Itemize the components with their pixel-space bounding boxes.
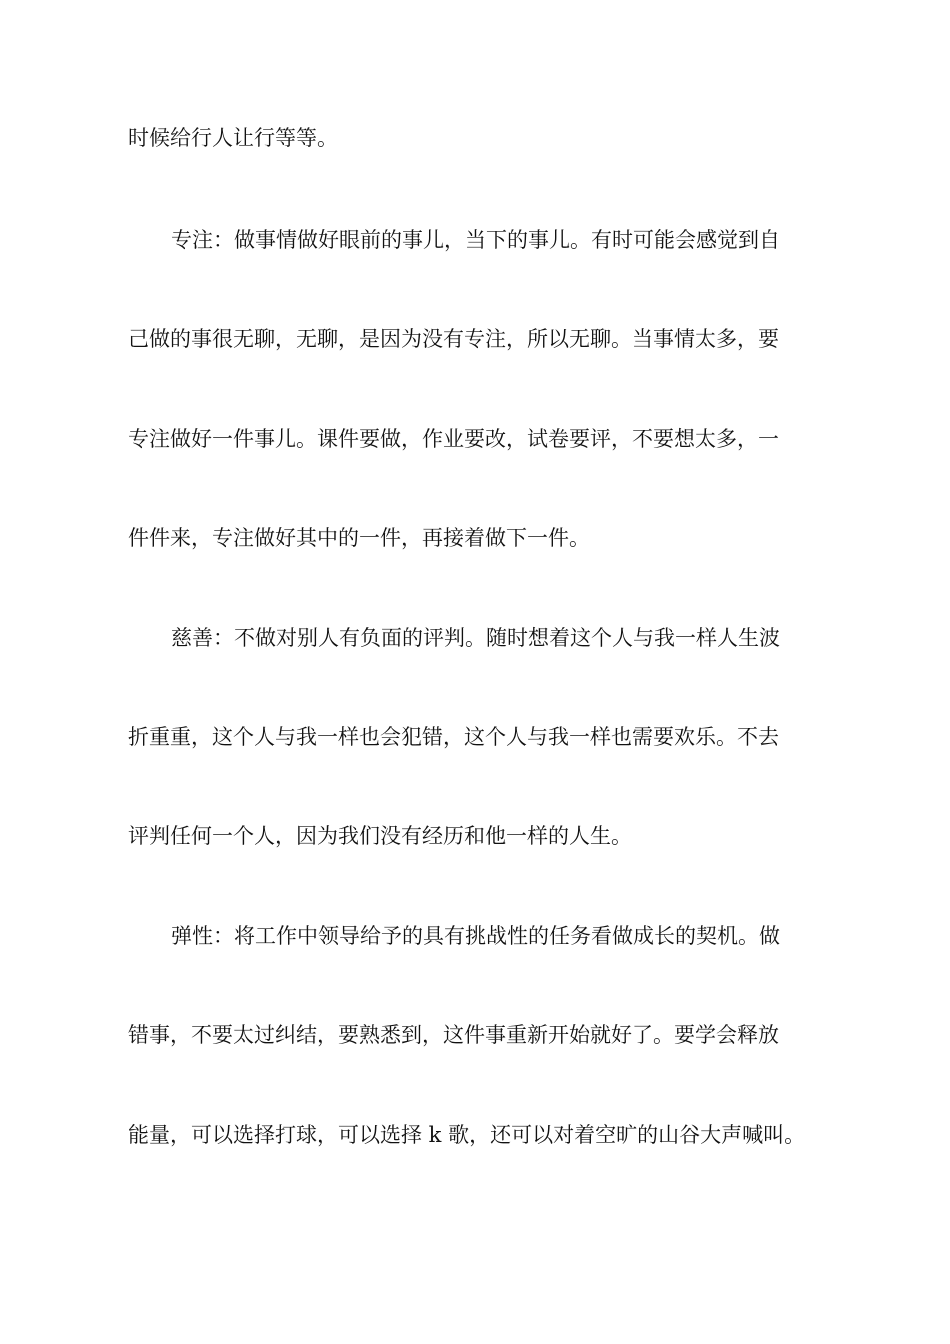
paragraph-kindness-line: 慈善：不做对别人有负面的评判。随时想着这个人与我一样人生波 bbox=[171, 626, 780, 650]
text-line: 能量，可以选择打球，可以选择 k 歌，还可以对着空旷的山谷大声喊叫。 bbox=[128, 1123, 806, 1147]
paragraph-resilience-line: 弹性：将工作中领导给予的具有挑战性的任务看做成长的契机。做 bbox=[171, 924, 780, 948]
text-line: 件件来，专注做好其中的一件，再接着做下一件。 bbox=[128, 526, 590, 550]
text-line: 错事，不要太过纠结，要熟悉到，这件事重新开始就好了。要学会释放 bbox=[128, 1023, 779, 1047]
paragraph-focus-line: 专注：做事情做好眼前的事儿，当下的事儿。有时可能会感觉到自 bbox=[171, 228, 780, 252]
text-line: 己做的事很无聊，无聊，是因为没有专注，所以无聊。当事情太多，要 bbox=[128, 327, 779, 351]
text-line: 折重重，这个人与我一样也会犯错，这个人与我一样也需要欢乐。不去 bbox=[128, 725, 779, 749]
text-line: 专注做好一件事儿。课件要做，作业要改，试卷要评，不要想太多，一 bbox=[128, 427, 779, 451]
text-line: 评判任何一个人，因为我们没有经历和他一样的人生。 bbox=[128, 824, 632, 848]
text-line: 时候给行人让行等等。 bbox=[128, 126, 338, 150]
